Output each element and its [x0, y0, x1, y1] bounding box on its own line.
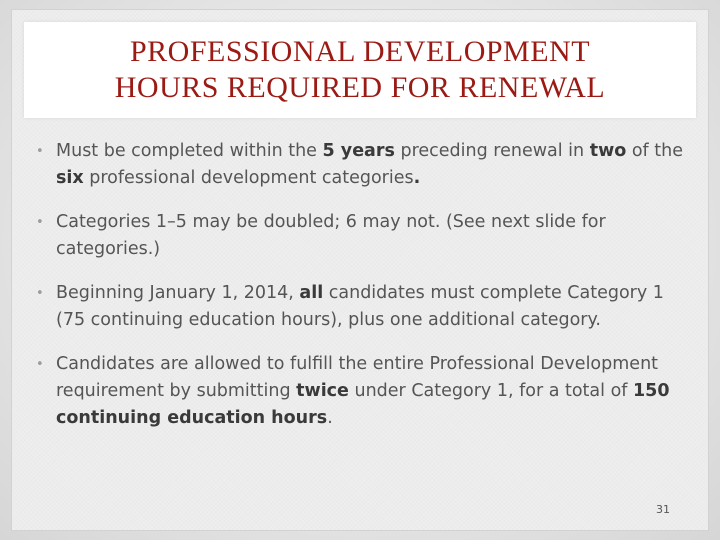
bullet-marker: •: [36, 357, 44, 372]
bullet-text: candidates must complete Category 1 (75 continuing education hours), plus one additional category.: [56, 283, 664, 330]
bullet-item-2: [36, 209, 686, 263]
bullet-marker: •: [36, 286, 44, 301]
slide-title-line-1: PROFESSIONAL DEVELOPMENT: [129, 35, 591, 68]
bullet-text: Categories 1–5 may be doubled; 6 may not. (See next slide for categories.): [56, 212, 606, 259]
bullet-item-3: [36, 280, 686, 334]
bold-text: twice: [296, 381, 349, 401]
bold-text: .: [413, 168, 421, 188]
bold-text: two: [589, 141, 627, 161]
bullet-text: of the: [626, 141, 683, 161]
bullet-text: preceding renewal in: [394, 141, 590, 161]
bullet-item-4: [36, 351, 686, 432]
bullet-text: professional development categories: [83, 168, 414, 188]
page-number: 31: [656, 503, 670, 516]
bold-text: six: [56, 168, 84, 188]
bullet-text: under Category 1, for a total of: [348, 381, 633, 401]
bullet-marker: •: [36, 144, 44, 159]
bullet-marker: •: [36, 215, 44, 230]
bullet-text: .: [327, 408, 333, 428]
slide-title-line-2: HOURS REQUIRED FOR RENEWAL: [114, 71, 606, 104]
bullet-item-1: [36, 138, 686, 192]
bullet-text: Candidates are allowed to fulfill the entire Professional Development requirement by submitting: [56, 354, 659, 401]
bold-text: 150 continuing education hours: [56, 381, 670, 428]
bullet-list: [36, 138, 686, 449]
title-box: [24, 22, 696, 118]
bullet-text: Must be completed within the: [56, 141, 323, 161]
bold-text: all: [299, 283, 324, 303]
bold-text: 5 years: [322, 141, 395, 161]
bullet-text: Beginning January 1, 2014,: [56, 283, 300, 303]
